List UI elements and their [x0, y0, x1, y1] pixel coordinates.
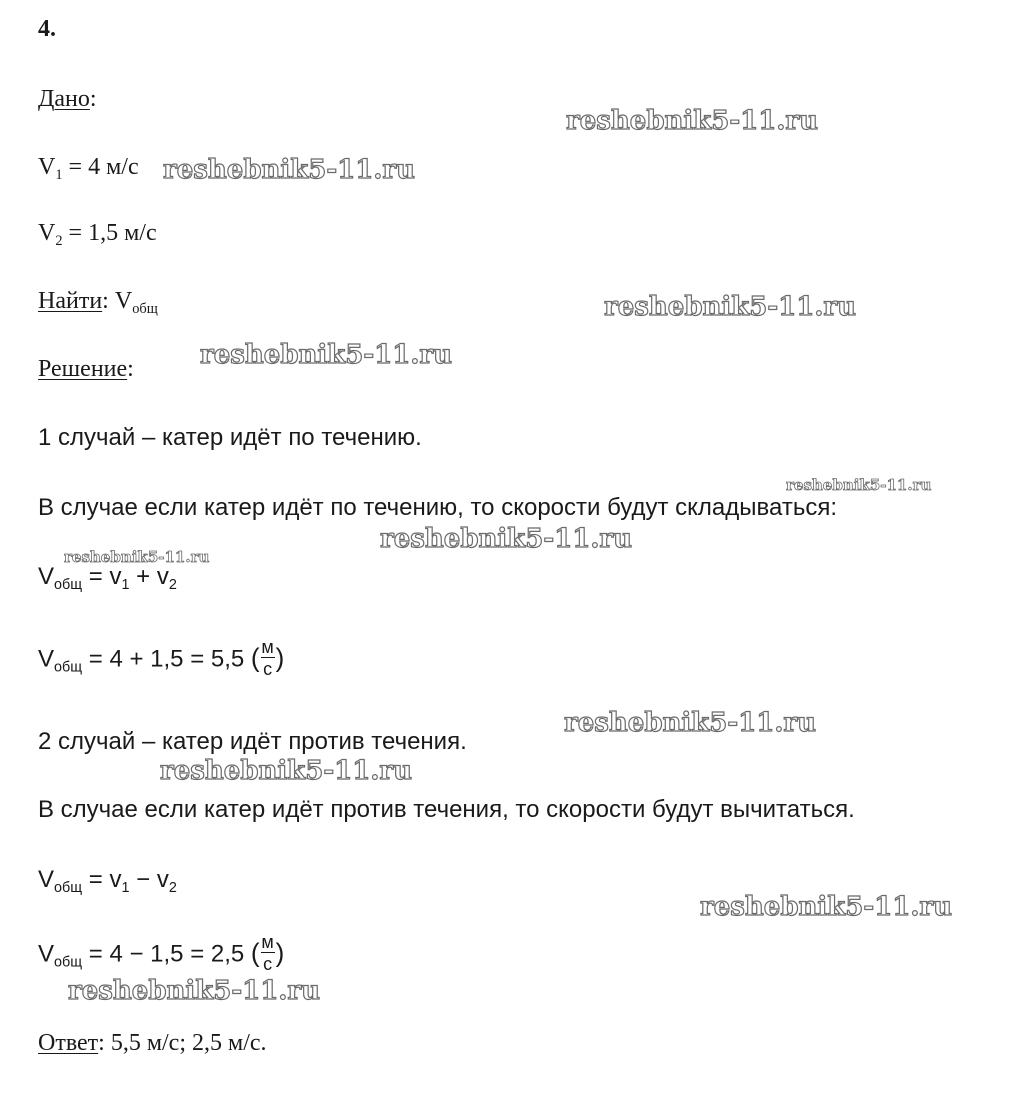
case2-formula-lhs-sub: общ [54, 880, 83, 897]
case2-unit-fraction [261, 933, 275, 973]
case2-unit-den: с [263, 954, 273, 974]
case2-formula-lhs: V [38, 866, 55, 893]
case1-unit-num: м [261, 637, 274, 657]
case2-unit-num: м [261, 932, 274, 952]
watermark: reshebnik5-11.ru [68, 976, 321, 1006]
case1-formula-eq: = v [82, 563, 122, 590]
case1-formula-lhs-sub: общ [54, 577, 83, 594]
given-label: Дано [38, 86, 90, 112]
case1-paren-close: ) [275, 642, 285, 673]
problem-number: 4. [38, 16, 56, 42]
case2-formula-op: − v [129, 866, 169, 893]
watermark: reshebnik5-11.ru [163, 155, 416, 185]
solution-label: Решение [38, 356, 128, 382]
watermark: reshebnik5-11.ru [786, 476, 932, 494]
case2-title: 2 случай – катер идёт против течения. [38, 728, 467, 755]
case2-paren-close: ) [275, 937, 285, 968]
v2-value: = 1,5 м/с [62, 220, 157, 246]
answer-label: Ответ [38, 1030, 99, 1056]
case2-formula-sub1: 1 [121, 880, 130, 897]
case1-formula-sub2: 2 [168, 577, 177, 594]
case2-formula-eq: = v [82, 866, 122, 893]
watermark: reshebnik5-11.ru [160, 756, 413, 786]
find-subscript: общ [132, 301, 158, 318]
solution-colon: : [127, 356, 134, 382]
v1-value: = 4 м/с [62, 154, 139, 180]
case1-title: 1 случай – катер идёт по течению. [38, 424, 422, 451]
watermark: reshebnik5-11.ru [700, 892, 953, 922]
find-colon: : [102, 288, 109, 314]
answer-text: : 5,5 м/с; 2,5 м/с. [98, 1030, 267, 1056]
watermark: reshebnik5-11.ru [564, 708, 817, 738]
case1-calc-lhs-sub: общ [54, 659, 83, 676]
case1-formula-op: + v [129, 563, 169, 590]
case2-calc [38, 932, 285, 975]
v2-symbol: V [38, 220, 56, 246]
case1-calc-lhs: V [38, 645, 55, 673]
case2-calc-expr: = 4 − 1,5 = 2,5 [82, 940, 251, 968]
find-symbol: V [108, 288, 133, 314]
given-colon: : [89, 86, 97, 112]
find-line [38, 288, 158, 318]
given-v2 [38, 220, 157, 250]
case2-text: В случае если катер идёт против течения, то скорости будут вычитаться. [38, 796, 855, 823]
watermark: reshebnik5-11.ru [380, 524, 633, 554]
given-heading [38, 86, 97, 113]
find-label: Найти [38, 288, 103, 314]
case2-paren-open: ( [250, 937, 260, 968]
case1-calc-expr: = 4 + 1,5 = 5,5 [82, 645, 251, 673]
case1-formula [38, 563, 177, 593]
case1-unit-fraction [261, 638, 275, 678]
watermark: reshebnik5-11.ru [604, 292, 857, 322]
case2-formula-sub2: 2 [168, 880, 177, 897]
case2-formula [38, 866, 177, 896]
watermark: reshebnik5-11.ru [566, 106, 819, 136]
case1-paren-open: ( [250, 642, 260, 673]
case1-unit-den: с [263, 659, 273, 679]
answer-line [38, 1030, 267, 1057]
solution-heading [38, 356, 134, 383]
given-v1 [38, 154, 139, 184]
case1-text: В случае если катер идёт по течению, то скорости будут складываться: [38, 494, 837, 521]
case1-formula-lhs: V [38, 563, 55, 590]
case1-calc [38, 637, 285, 680]
v1-subscript: 1 [55, 167, 63, 184]
case2-calc-lhs: V [38, 940, 55, 968]
case2-calc-lhs-sub: общ [54, 954, 83, 971]
watermark: reshebnik5-11.ru [200, 340, 453, 370]
v1-symbol: V [38, 154, 56, 180]
v2-subscript: 2 [55, 233, 63, 250]
case1-formula-sub1: 1 [121, 577, 130, 594]
watermark: reshebnik5-11.ru [64, 548, 210, 566]
